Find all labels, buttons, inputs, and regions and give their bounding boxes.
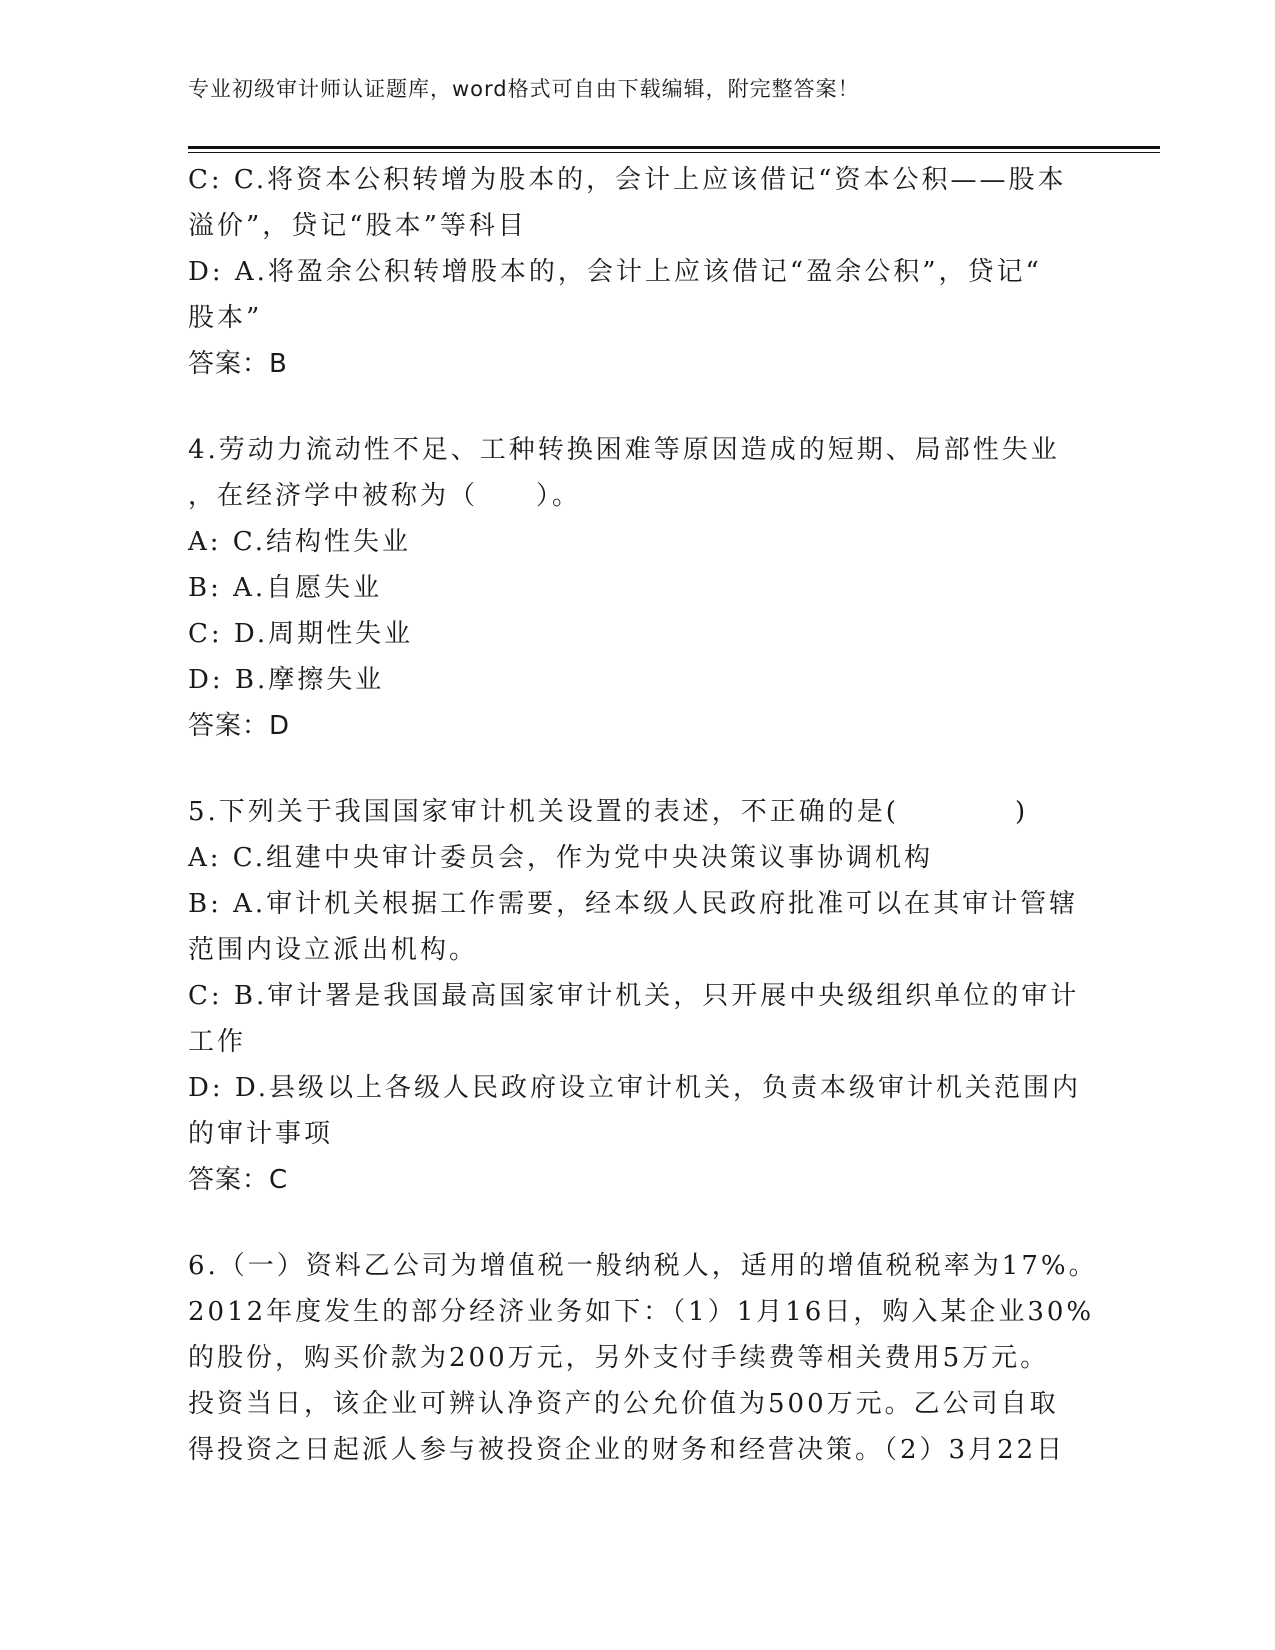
text-line: B: A.自愿失业: [188, 573, 383, 603]
text-line: 工作: [188, 1027, 247, 1057]
text-line: A: C.组建中央审计委员会，作为党中央决策议事协调机构: [188, 843, 934, 873]
text-line: C: C.将资本公积转增为股本的，会计上应该借记“资本公积——股本: [188, 165, 1067, 195]
text-line: 的股份，购买价款为200万元，另外支付手续费等相关费用5万元。: [188, 1343, 1050, 1373]
text-line: 4.劳动力流动性不足、工种转换困难等原因造成的短期、局部性失业: [188, 435, 1060, 465]
text-line: D: B.摩擦失业: [188, 665, 385, 695]
answer-line: 答案：B: [188, 349, 288, 379]
text-line: 范围内设立派出机构。: [188, 935, 479, 965]
text-line: D: D.县级以上各级人民政府设立审计机关，负责本级审计机关范围内: [188, 1073, 1082, 1103]
text-line: 的审计事项: [188, 1119, 334, 1149]
document-body: [188, 157, 1098, 1473]
text-line: C: B.审计署是我国最高国家审计机关，只开展中央级组织单位的审计: [188, 981, 1080, 1011]
text-line: B: A.审计机关根据工作需要，经本级人民政府批准可以在其审计管辖: [188, 889, 1079, 919]
text-line: 得投资之日起派人参与被投资企业的财务和经营决策。（2）3月22日: [188, 1435, 1066, 1465]
answer-line: 答案：C: [188, 1165, 289, 1195]
paragraph-gap: [188, 387, 1088, 427]
text-line: 2012年度发生的部分经济业务如下：（1）1月16日，购入某企业30%: [188, 1297, 1095, 1327]
text-line: 投资当日，该企业可辨认净资产的公允价值为500万元。乙公司自取: [188, 1389, 1059, 1419]
header-rule-thin: [188, 152, 1160, 153]
text-line: ，在经济学中被称为（ ）。: [188, 481, 582, 511]
page-header: 专业初级审计师认证题库，word格式可自由下载编辑，附完整答案！: [188, 77, 860, 101]
paragraph-gap: [188, 1203, 1088, 1243]
paragraph-gap: [188, 749, 1088, 789]
text-line: 6.（一）资料乙公司为增值税一般纳税人，适用的增值税税率为17%。: [188, 1251, 1098, 1281]
text-line: 股本”: [188, 303, 263, 333]
text-line: 5.下列关于我国国家审计机关设置的表述，不正确的是( ): [188, 797, 1029, 827]
text-line: A: C.结构性失业: [188, 527, 412, 557]
text-line: 溢价”，贷记“股本”等科目: [188, 211, 527, 241]
answer-line: 答案：D: [188, 711, 291, 741]
text-line: D: A.将盈余公积转增股本的，会计上应该借记“盈余公积”，贷记“: [188, 257, 1042, 287]
text-line: C: D.周期性失业: [188, 619, 414, 649]
header-rule-thick: [188, 146, 1160, 149]
